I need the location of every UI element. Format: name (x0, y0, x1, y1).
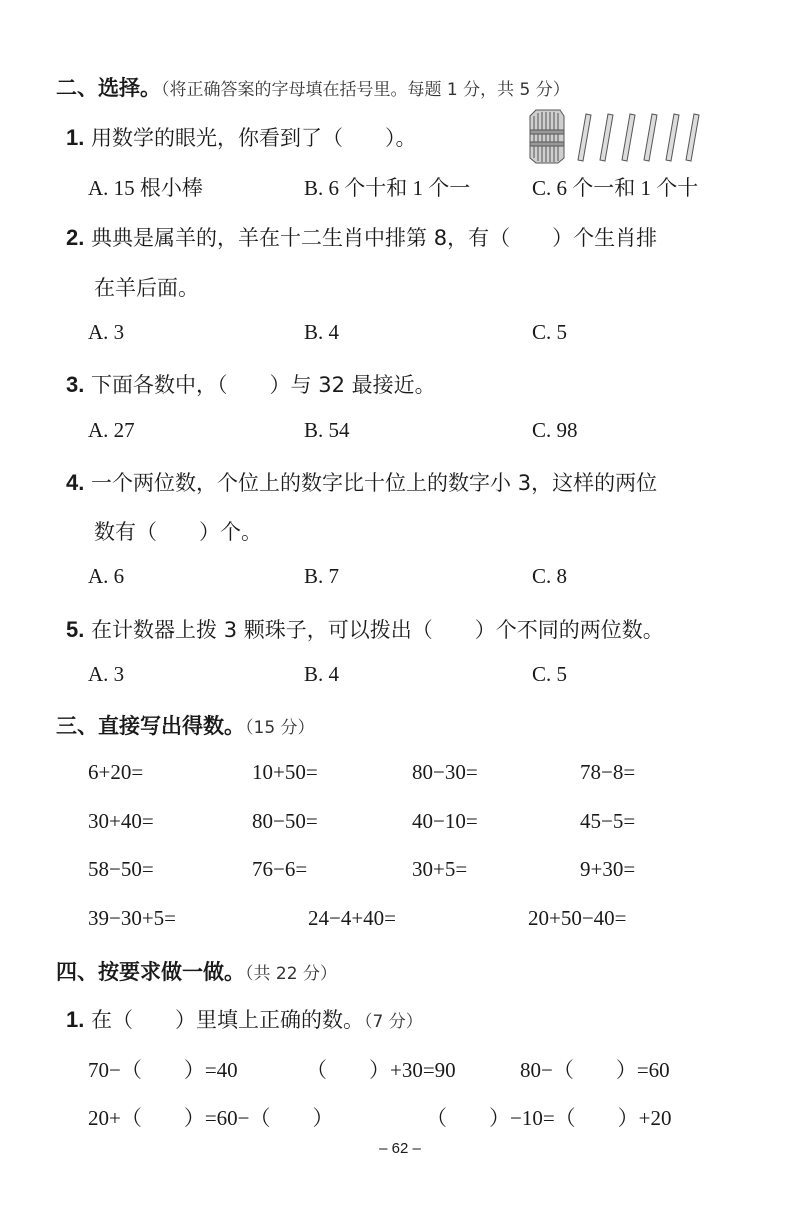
section-4-heading (56, 956, 337, 986)
section-3-heading (56, 710, 315, 740)
q4-option-b: B. 7 (304, 564, 340, 588)
q3-option-c: C. 98 (532, 418, 578, 442)
question-number: 3. (66, 372, 85, 397)
calc-item: 20+50−40= (528, 906, 627, 930)
question-number: 5. (66, 617, 85, 642)
calc-item: 30+5= (412, 857, 468, 881)
question-number: 1. (66, 1007, 85, 1032)
calc-item: 39−30+5= (88, 906, 177, 930)
question-note: （7 分） (364, 1012, 423, 1032)
question-4-continued: 数有（ ）个。 (94, 520, 262, 544)
calc-item: 10+50= (252, 760, 318, 784)
calc-item: 80−30= (412, 760, 478, 784)
page-number: – 62 – (379, 1140, 421, 1157)
section-3-note: （15 分） (245, 718, 315, 738)
section-4-title: 四、按要求做一做。 (56, 960, 245, 984)
question-5 (66, 614, 664, 644)
question-text: 用数学的眼光，你看到了（ ）。 (91, 126, 417, 150)
question-number: 4. (66, 470, 85, 495)
q4-option-a: A. 6 (88, 564, 125, 588)
fill-blank-item: 80−（ ）=60 (520, 1058, 670, 1082)
calc-item: 9+30= (580, 857, 636, 881)
question-text: 一个两位数，个位上的数字比十位上的数字小 3，这样的两位 (91, 471, 658, 495)
fill-blank-item: 70−（ ）=40 (88, 1058, 238, 1082)
calc-item: 80−50= (252, 809, 318, 833)
section-3-title: 三、直接写出得数。 (56, 714, 245, 738)
calc-item: 45−5= (580, 809, 636, 833)
q2-option-a: A. 3 (88, 320, 125, 344)
q2-option-c: C. 5 (532, 320, 568, 344)
q5-option-a: A. 3 (88, 662, 125, 686)
q1-option-b: B. 6 个十和 1 个一 (304, 176, 471, 200)
question-4 (66, 467, 657, 497)
calc-item: 76−6= (252, 857, 308, 881)
q4-option-c: C. 8 (532, 564, 568, 588)
q2-option-b: B. 4 (304, 320, 340, 344)
question-number: 1. (66, 125, 85, 150)
question-text: 在（ ）里填上正确的数。 (91, 1008, 365, 1032)
section-4-note: （共 22 分） (245, 964, 337, 984)
q5-option-c: C. 5 (532, 662, 568, 686)
question-2 (66, 222, 657, 252)
q1-option-c: C. 6 个一和 1 个十 (532, 176, 699, 200)
calc-item: 58−50= (88, 857, 154, 881)
q1-option-a: A. 15 根小棒 (88, 176, 203, 200)
question-text: 典典是属羊的，羊在十二生肖中排第 8，有（ ）个生肖排 (91, 226, 658, 250)
calc-item: 24−4+40= (308, 906, 397, 930)
calc-item: 6+20= (88, 760, 144, 784)
question-3 (66, 369, 436, 399)
calc-item: 78−8= (580, 760, 636, 784)
section-2-heading (56, 72, 570, 102)
question-1 (66, 122, 417, 152)
fill-blank-item: 20+（ ）=60−（ ） (88, 1106, 334, 1130)
q3-option-a: A. 27 (88, 418, 135, 442)
section-4-question-1 (66, 1004, 423, 1034)
section-2-note: （将正确答案的字母填在括号里。每题 1 分，共 5 分） (161, 80, 570, 100)
sticks-illustration-icon (524, 108, 704, 164)
q5-option-b: B. 4 (304, 662, 340, 686)
section-2-title: 二、选择。 (56, 76, 161, 100)
calc-item: 40−10= (412, 809, 478, 833)
question-text: 下面各数中，（ ）与 32 最接近。 (91, 373, 436, 397)
q3-option-b: B. 54 (304, 418, 350, 442)
calc-item: 30+40= (88, 809, 154, 833)
question-text: 在计数器上拨 3 颗珠子，可以拨出（ ）个不同的两位数。 (91, 618, 664, 642)
fill-blank-item: （ ）−10=（ ）+20 (426, 1106, 672, 1130)
question-number: 2. (66, 225, 85, 250)
question-2-continued: 在羊后面。 (94, 276, 199, 300)
fill-blank-item: （ ）+30=90 (306, 1058, 456, 1082)
